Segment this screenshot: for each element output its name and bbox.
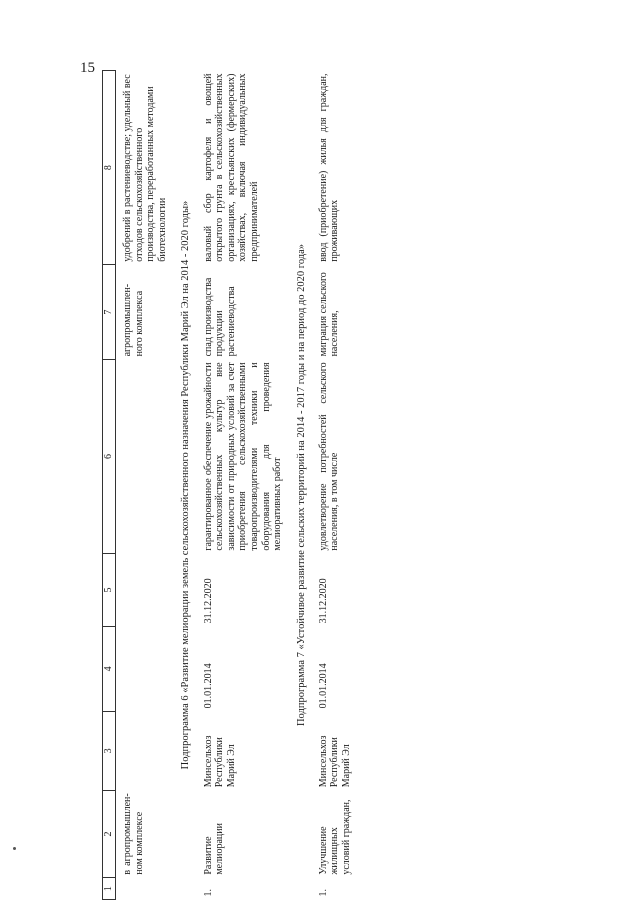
- section-title: Подпрограмма 6 «Развитие мелиорации земель сельскохозяйственного назначения Республики Марий Эл на 2014 - 2020 годы»: [180, 200, 192, 770]
- expected-result: гарантированное обеспечение урожайности сельскохозяйственных культур вне зависимости от природных условий за счет приобретения сельскохозяйственными товаропроизводителями техники и оборудования для проведения мелиоративных работ: [202, 362, 284, 551]
- continuation-indicator: удобрений в растениеводстве; удельный вес отходов сельскохозяйственного производства, переработанных методами биотехнологии: [122, 74, 168, 262]
- indicator: ввод (приобретение) жилья для граждан, проживающих: [317, 73, 341, 262]
- col-header-2: 2: [103, 790, 116, 877]
- column-numbers-row: [103, 71, 116, 900]
- section-title: Подпрограмма 7 «Устойчивое развитие сельских территорий на 2014 - 2017 годы и на период до 2020 года»: [295, 243, 307, 727]
- indicator: валовый сбор картофеля и овощей открытого грунта в сельскохозяйственных организациях, крестьянских (фермерских) хозяйствах, включая индивидуальных предпринимателей: [202, 73, 260, 262]
- table-row: [316, 71, 355, 900]
- executor: Минсельхоз Республики Марий Эл: [317, 735, 353, 788]
- section-title-row: [170, 71, 200, 900]
- col-header-3: 3: [103, 711, 116, 790]
- continuation-consequence: агропромышлен-ного комплекса: [122, 283, 145, 357]
- start-date: 01.01.2014: [317, 663, 329, 709]
- non-implementation-consequence: спад производства продукции растениеводства: [202, 277, 237, 357]
- program-table: [102, 70, 355, 900]
- measure-name: Улучшение жилищных условий граждан,: [317, 799, 353, 875]
- executor: Минсельхоз Республики Марий Эл: [202, 735, 237, 788]
- col-header-1: 1: [103, 878, 116, 900]
- non-implementation-consequence: миграция сельского населения,: [317, 272, 341, 357]
- col-header-8: 8: [103, 71, 116, 265]
- col-header-5: 5: [103, 554, 116, 627]
- page-number: 15: [80, 60, 95, 76]
- row-number: 1.: [202, 889, 214, 897]
- col-header-4: 4: [103, 626, 116, 711]
- expected-result: удовлетворение потребностей сельского населения, в том числе: [317, 362, 341, 551]
- end-date: 31.12.2020: [202, 578, 214, 624]
- row-number: 1.: [317, 889, 329, 897]
- scan-speck: [13, 847, 16, 850]
- table-row: [201, 71, 286, 900]
- col-header-6: 6: [103, 359, 116, 553]
- end-date: 31.12.2020: [317, 578, 329, 624]
- measure-name: Развитие мелиорации: [202, 823, 226, 875]
- section-title-row: [286, 71, 316, 900]
- continuation-name: в агропромышлен-ном комплексе: [122, 793, 145, 875]
- col-header-7: 7: [103, 265, 116, 360]
- continuation-row: [116, 71, 171, 900]
- start-date: 01.01.2014: [202, 663, 214, 709]
- rotated-table-page: [102, 70, 542, 900]
